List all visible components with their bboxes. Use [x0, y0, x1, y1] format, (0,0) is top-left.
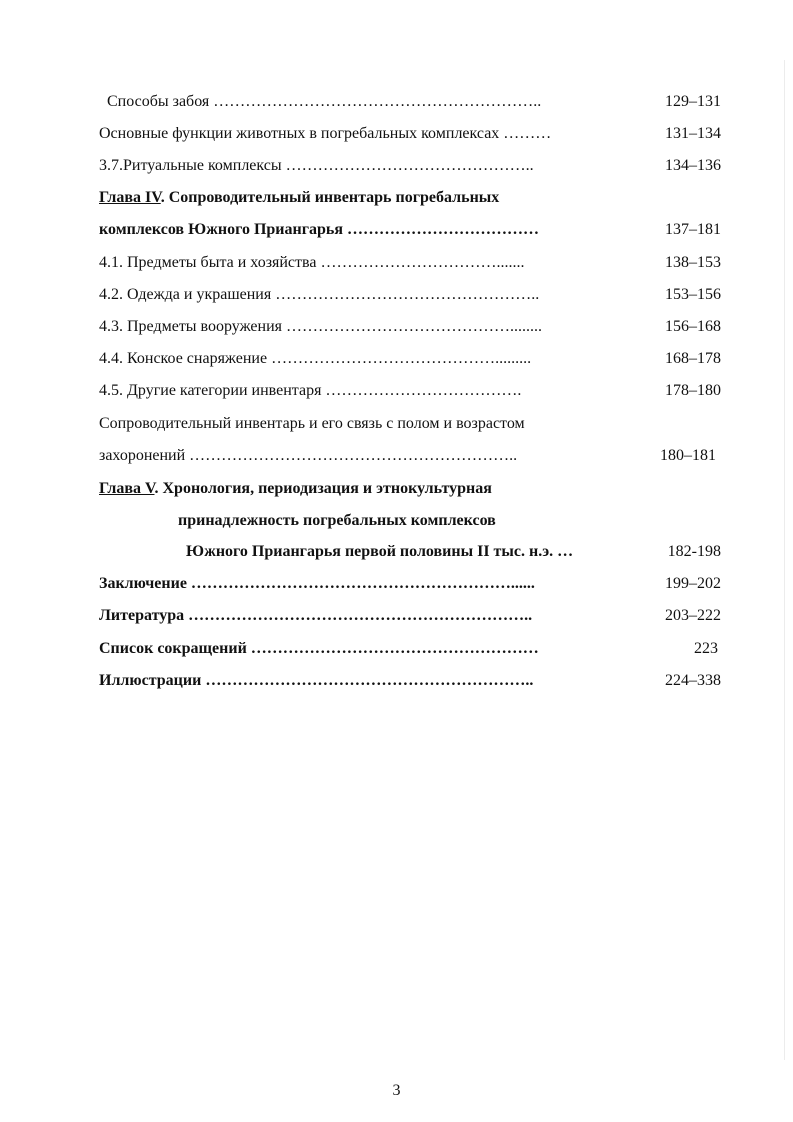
toc-entry-pages: 137–181: [665, 221, 721, 238]
toc-entry-text: комплексов Южного Приангарья ………………………………: [99, 221, 540, 238]
toc-entry-pages: 223: [694, 640, 718, 657]
toc-entry-text: Заключение ……………………………………………………......: [99, 575, 535, 592]
toc-entry-pages: 153–156: [665, 286, 721, 303]
chapter-heading: [99, 479, 492, 499]
toc-entry-text: Сопроводительный инвентарь и его связь с полом и возрастом: [99, 415, 525, 432]
toc-entry-text: 4.3. Предметы вооружения ……………………………………........: [99, 318, 543, 335]
scan-edge-line: [784, 60, 785, 1060]
toc-entry-pages: 129–131: [665, 93, 721, 110]
chapter-label: Глава V: [99, 480, 155, 497]
toc-entry-pages: 138–153: [665, 254, 721, 271]
toc-entry-text: Способы забоя ……………………………………………………..: [107, 93, 542, 110]
toc-entry-pages: 180–181: [660, 447, 716, 464]
toc-entry-pages: 199–202: [665, 575, 721, 592]
toc-entry-pages: 203–222: [665, 607, 721, 624]
toc-entry-pages: 134–136: [665, 157, 721, 174]
toc-entry-text: Литература ………………………………………………………..: [99, 607, 533, 624]
toc-entry-text: Список сокращений ………………………………………………: [99, 640, 539, 657]
page-number: 3: [392, 1082, 401, 1099]
toc-entry-pages: 168–178: [665, 350, 721, 367]
toc-entry-text: Основные функции животных в погребальных комплексах ………: [99, 125, 552, 142]
toc-entry-pages: 131–134: [665, 125, 721, 142]
toc-entry-text: 4.1. Предметы быта и хозяйства …………………………….......: [99, 254, 525, 271]
toc-entry-pages: 178–180: [665, 382, 721, 399]
toc-entry-pages: 156–168: [665, 318, 721, 335]
toc-entry-text: 4.5. Другие категории инвентаря ……………………………….: [99, 382, 522, 399]
toc-entry-text: 4.4. Конское снаряжение …………………………………….........: [99, 350, 532, 367]
toc-entry-text: захоронений ……………………………………………………..: [99, 447, 518, 464]
toc-entry-pages: 224–338: [665, 672, 721, 689]
chapter-title: . Хронология, периодизация и этнокультурная: [154, 480, 492, 497]
chapter-heading: [99, 188, 499, 208]
toc-entry-text: Иллюстрации ……………………………………………………..: [99, 672, 534, 689]
toc-entry-pages: 182-198: [667, 543, 721, 560]
toc-entry-text: 3.7.Ритуальные комплексы ………………………………………..: [99, 157, 534, 174]
toc-entry-text: 4.2. Одежда и украшения …………………………………………..: [99, 286, 540, 303]
toc-entry-text: Южного Приангарья первой половины II тыс. н.э. …: [186, 543, 574, 560]
chapter-label: Глава IV: [99, 189, 161, 206]
chapter-title: . Сопроводительный инвентарь погребальных: [160, 189, 500, 206]
toc-entry-text: принадлежность погребальных комплексов: [178, 512, 496, 529]
